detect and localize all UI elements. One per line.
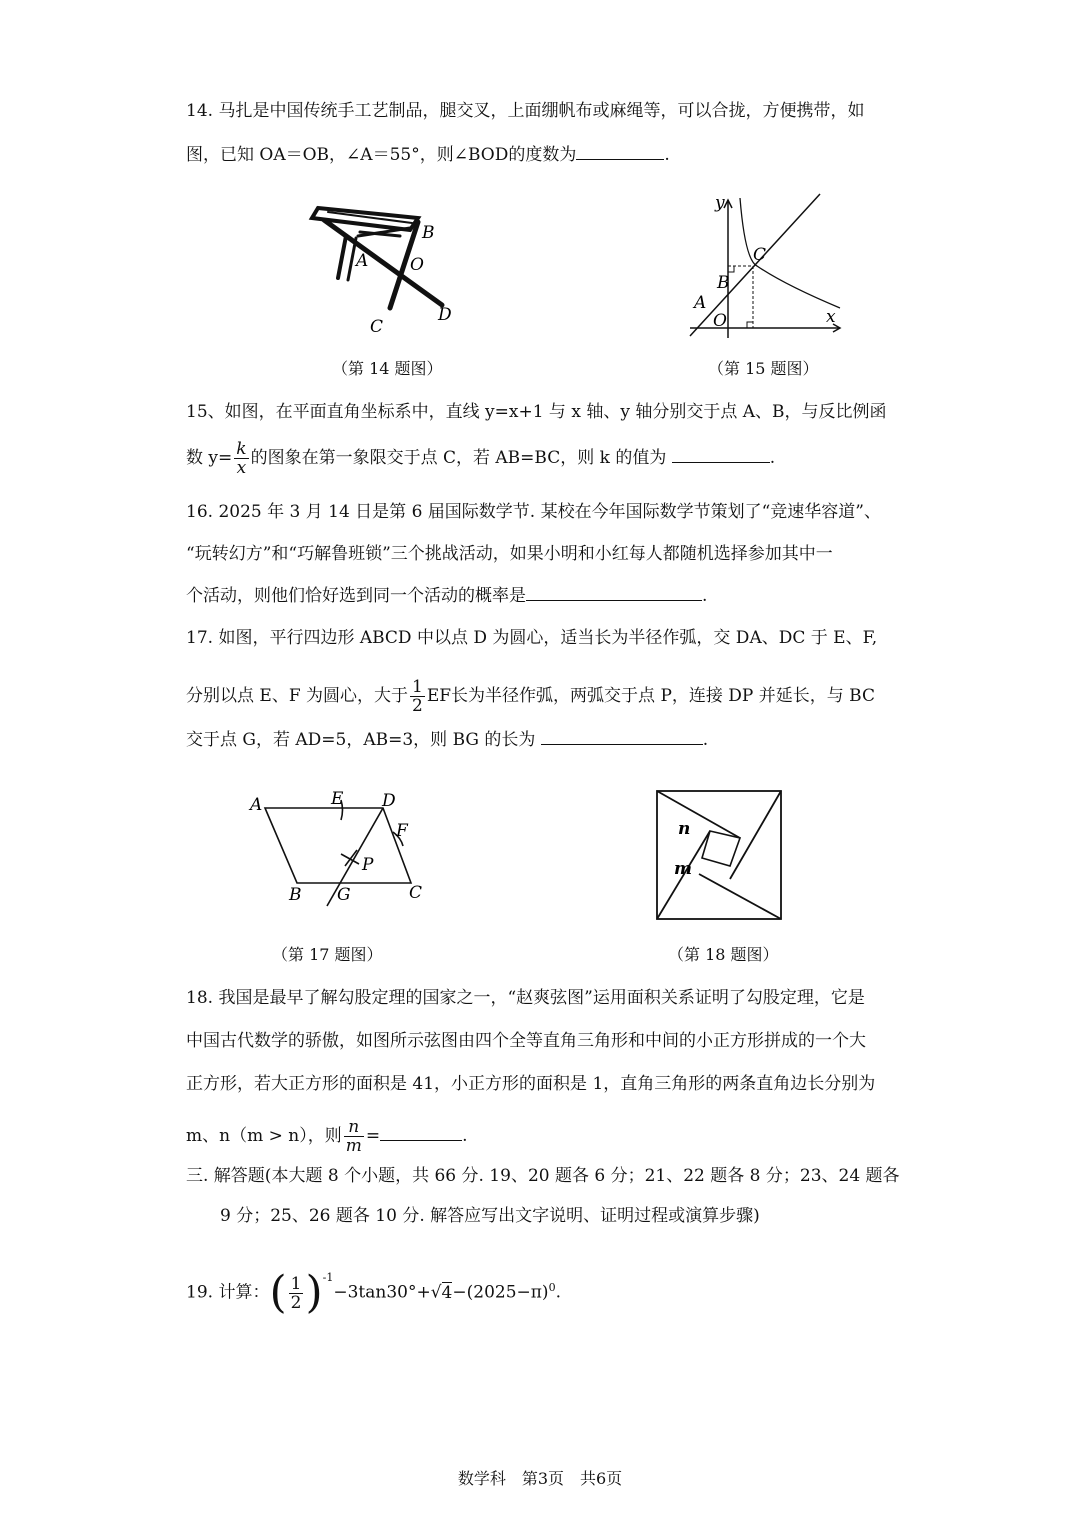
figure-14-stool: [300, 190, 480, 340]
q17-end: .: [702, 730, 709, 750]
big-square: [657, 791, 781, 919]
q18-fraction: [344, 1118, 364, 1155]
label-G: G: [337, 885, 351, 905]
q17-frac-num: 1: [412, 677, 423, 697]
label-D: D: [438, 305, 452, 325]
q17-frac-den: 2: [412, 696, 423, 716]
page-footer: 数学科 第3页 共6页: [457, 1469, 623, 1488]
q16-line2: “玩转幻方”和“巧解鲁班锁”三个挑战活动，如果小明和小红每人都随机选择参加其中一: [186, 544, 833, 564]
q19-line: [186, 1266, 561, 1319]
q17-line2: [186, 678, 875, 715]
q19-fraction: [289, 1275, 304, 1312]
label-B: B: [717, 273, 730, 293]
q15-frac-den: x: [236, 458, 247, 478]
triangle-edge: [730, 791, 781, 879]
label-A: A: [694, 293, 707, 313]
q19-term-tan: −3tan30°+: [333, 1282, 431, 1303]
label-P: P: [362, 855, 374, 875]
paren-close: ): [305, 1267, 323, 1319]
small-square: [702, 831, 740, 866]
q15-frac-num: k: [236, 439, 247, 459]
right-angle-mark: [728, 266, 734, 272]
q15-answer-blank[interactable]: [672, 444, 770, 463]
q18-line1: 18. 我国是最早了解勾股定理的国家之一，“赵爽弦图”运用面积关系证明了勾股定理，它是: [186, 988, 865, 1008]
q18-answer-blank[interactable]: [380, 1122, 462, 1141]
label-A: A: [356, 251, 369, 271]
q18-frac-den: m: [345, 1136, 362, 1156]
stool-back-leg: [338, 236, 346, 278]
right-angle-mark: [747, 322, 753, 328]
q17-line1: 17. 如图，平行四边形 ABCD 中以点 D 为圆心，适当长为半径作弧，交 DA、DC 于 E、F,: [186, 628, 878, 648]
label-m: m: [674, 859, 692, 879]
label-n: n: [678, 819, 691, 839]
label-A: A: [250, 795, 263, 815]
triangle-edge: [657, 791, 740, 838]
label-O: O: [410, 255, 424, 275]
q16-line3-text: 个活动，则他们恰好选到同一个活动的概率是: [186, 586, 526, 606]
q16-line1: 16. 2025 年 3 月 14 日是第 6 届国际数学节. 某校在今年国际数学节策划了“竞速华容道”、: [186, 502, 881, 522]
figure-15-graph: [685, 190, 850, 340]
q19-prefix: 19. 计算：: [186, 1282, 270, 1303]
caption-17: （第 17 题图）: [272, 945, 383, 964]
q14-end: .: [664, 145, 670, 165]
q14-line2-text: 图，已知 OA＝OB，∠A＝55°，则∠BOD的度数为: [186, 145, 577, 165]
q18-line2: 中国古代数学的骄傲，如图所示弦图由四个全等直角三角形和中间的小正方形拼成的一个大: [186, 1031, 866, 1051]
stool-back-leg: [348, 238, 356, 280]
label-D: D: [382, 791, 396, 811]
q18-line3: 正方形，若大正方形的面积是 41，小正方形的面积是 1，直角三角形的两条直角边长分别为: [186, 1074, 876, 1094]
triangle-edge: [699, 874, 781, 919]
label-O: O: [713, 311, 727, 331]
q16-answer-blank[interactable]: [526, 582, 702, 601]
q16-line3: [186, 582, 707, 610]
q18-eq: =: [365, 1126, 381, 1146]
q17-fraction: [410, 678, 425, 715]
q19-exp-neg1: -1: [322, 1271, 334, 1284]
q14-line1: 14. 马扎是中国传统手工艺制品，腿交叉，上面绷帆布或麻绳等，可以合拢，方便携带，如: [186, 101, 865, 121]
sqrt-sign: √: [430, 1282, 442, 1303]
label-C: C: [409, 883, 423, 903]
caption-18: （第 18 题图）: [668, 945, 779, 964]
q18-line4: [186, 1118, 467, 1155]
q17-line3-text: 交于点 G，若 AD=5，AB=3，则 BG 的长为: [186, 730, 536, 750]
caption-14: （第 14 题图）: [332, 359, 443, 378]
figure-18-string-diagram: [652, 786, 787, 922]
q18-line4-prefix: m、n（m > n），则: [186, 1126, 342, 1146]
label-x: x: [826, 307, 836, 327]
q15-fraction: [234, 440, 248, 477]
q15-line2-suffix: 的图象在第一象限交于点 C，若 AB=BC，则 k 的值为: [250, 448, 667, 468]
label-F: F: [396, 821, 408, 841]
q15-line1: 15、如图，在平面直角坐标系中，直线 y=x+1 与 x 轴、y 轴分别交于点 A、B，与反比例函: [186, 402, 887, 422]
q17-line3: [186, 726, 708, 754]
section3-line2: 9 分；25、26 题各 10 分. 解答应写出文字说明、证明过程或演算步骤): [220, 1206, 760, 1226]
q15-line2: [186, 440, 775, 477]
parallelogram-ABCD: [265, 808, 411, 883]
figure-17-parallelogram: [245, 788, 440, 913]
paren-open: (: [269, 1267, 287, 1319]
q16-end: .: [702, 586, 708, 606]
label-C: C: [753, 245, 767, 265]
q19-exp-0: 0: [548, 1281, 556, 1294]
q19-frac-den: 2: [290, 1292, 302, 1313]
line-DG: [327, 808, 383, 906]
q14-answer-blank[interactable]: [576, 141, 664, 160]
q15-end: .: [769, 448, 776, 468]
q15-line2-prefix: 数 y=: [186, 448, 233, 468]
label-E: E: [331, 789, 344, 809]
q17-answer-blank[interactable]: [541, 726, 703, 745]
q19-frac-num: 1: [290, 1273, 302, 1294]
label-y: y: [715, 193, 725, 213]
q18-frac-num: n: [344, 1118, 364, 1137]
q17-line2-suffix: EF长为半径作弧，两弧交于点 P，连接 DP 并延长，与 BC: [426, 686, 875, 706]
q17-line2-prefix: 分别以点 E、F 为圆心，大于: [186, 686, 409, 706]
q14-line2: [186, 141, 670, 169]
caption-15: （第 15 题图）: [708, 359, 819, 378]
label-C: C: [370, 317, 384, 337]
q19-sqrt-arg: 4: [441, 1282, 453, 1303]
label-B: B: [289, 885, 302, 905]
q19-term-power: −(2025−π): [452, 1282, 549, 1303]
q18-end: .: [462, 1126, 468, 1146]
section3-line1: 三. 解答题(本大题 8 个小题，共 66 分. 19、20 题各 6 分；21、22 题各 8 分；23、24 题各: [186, 1166, 900, 1186]
label-B: B: [422, 223, 435, 243]
q19-end: .: [555, 1282, 561, 1303]
